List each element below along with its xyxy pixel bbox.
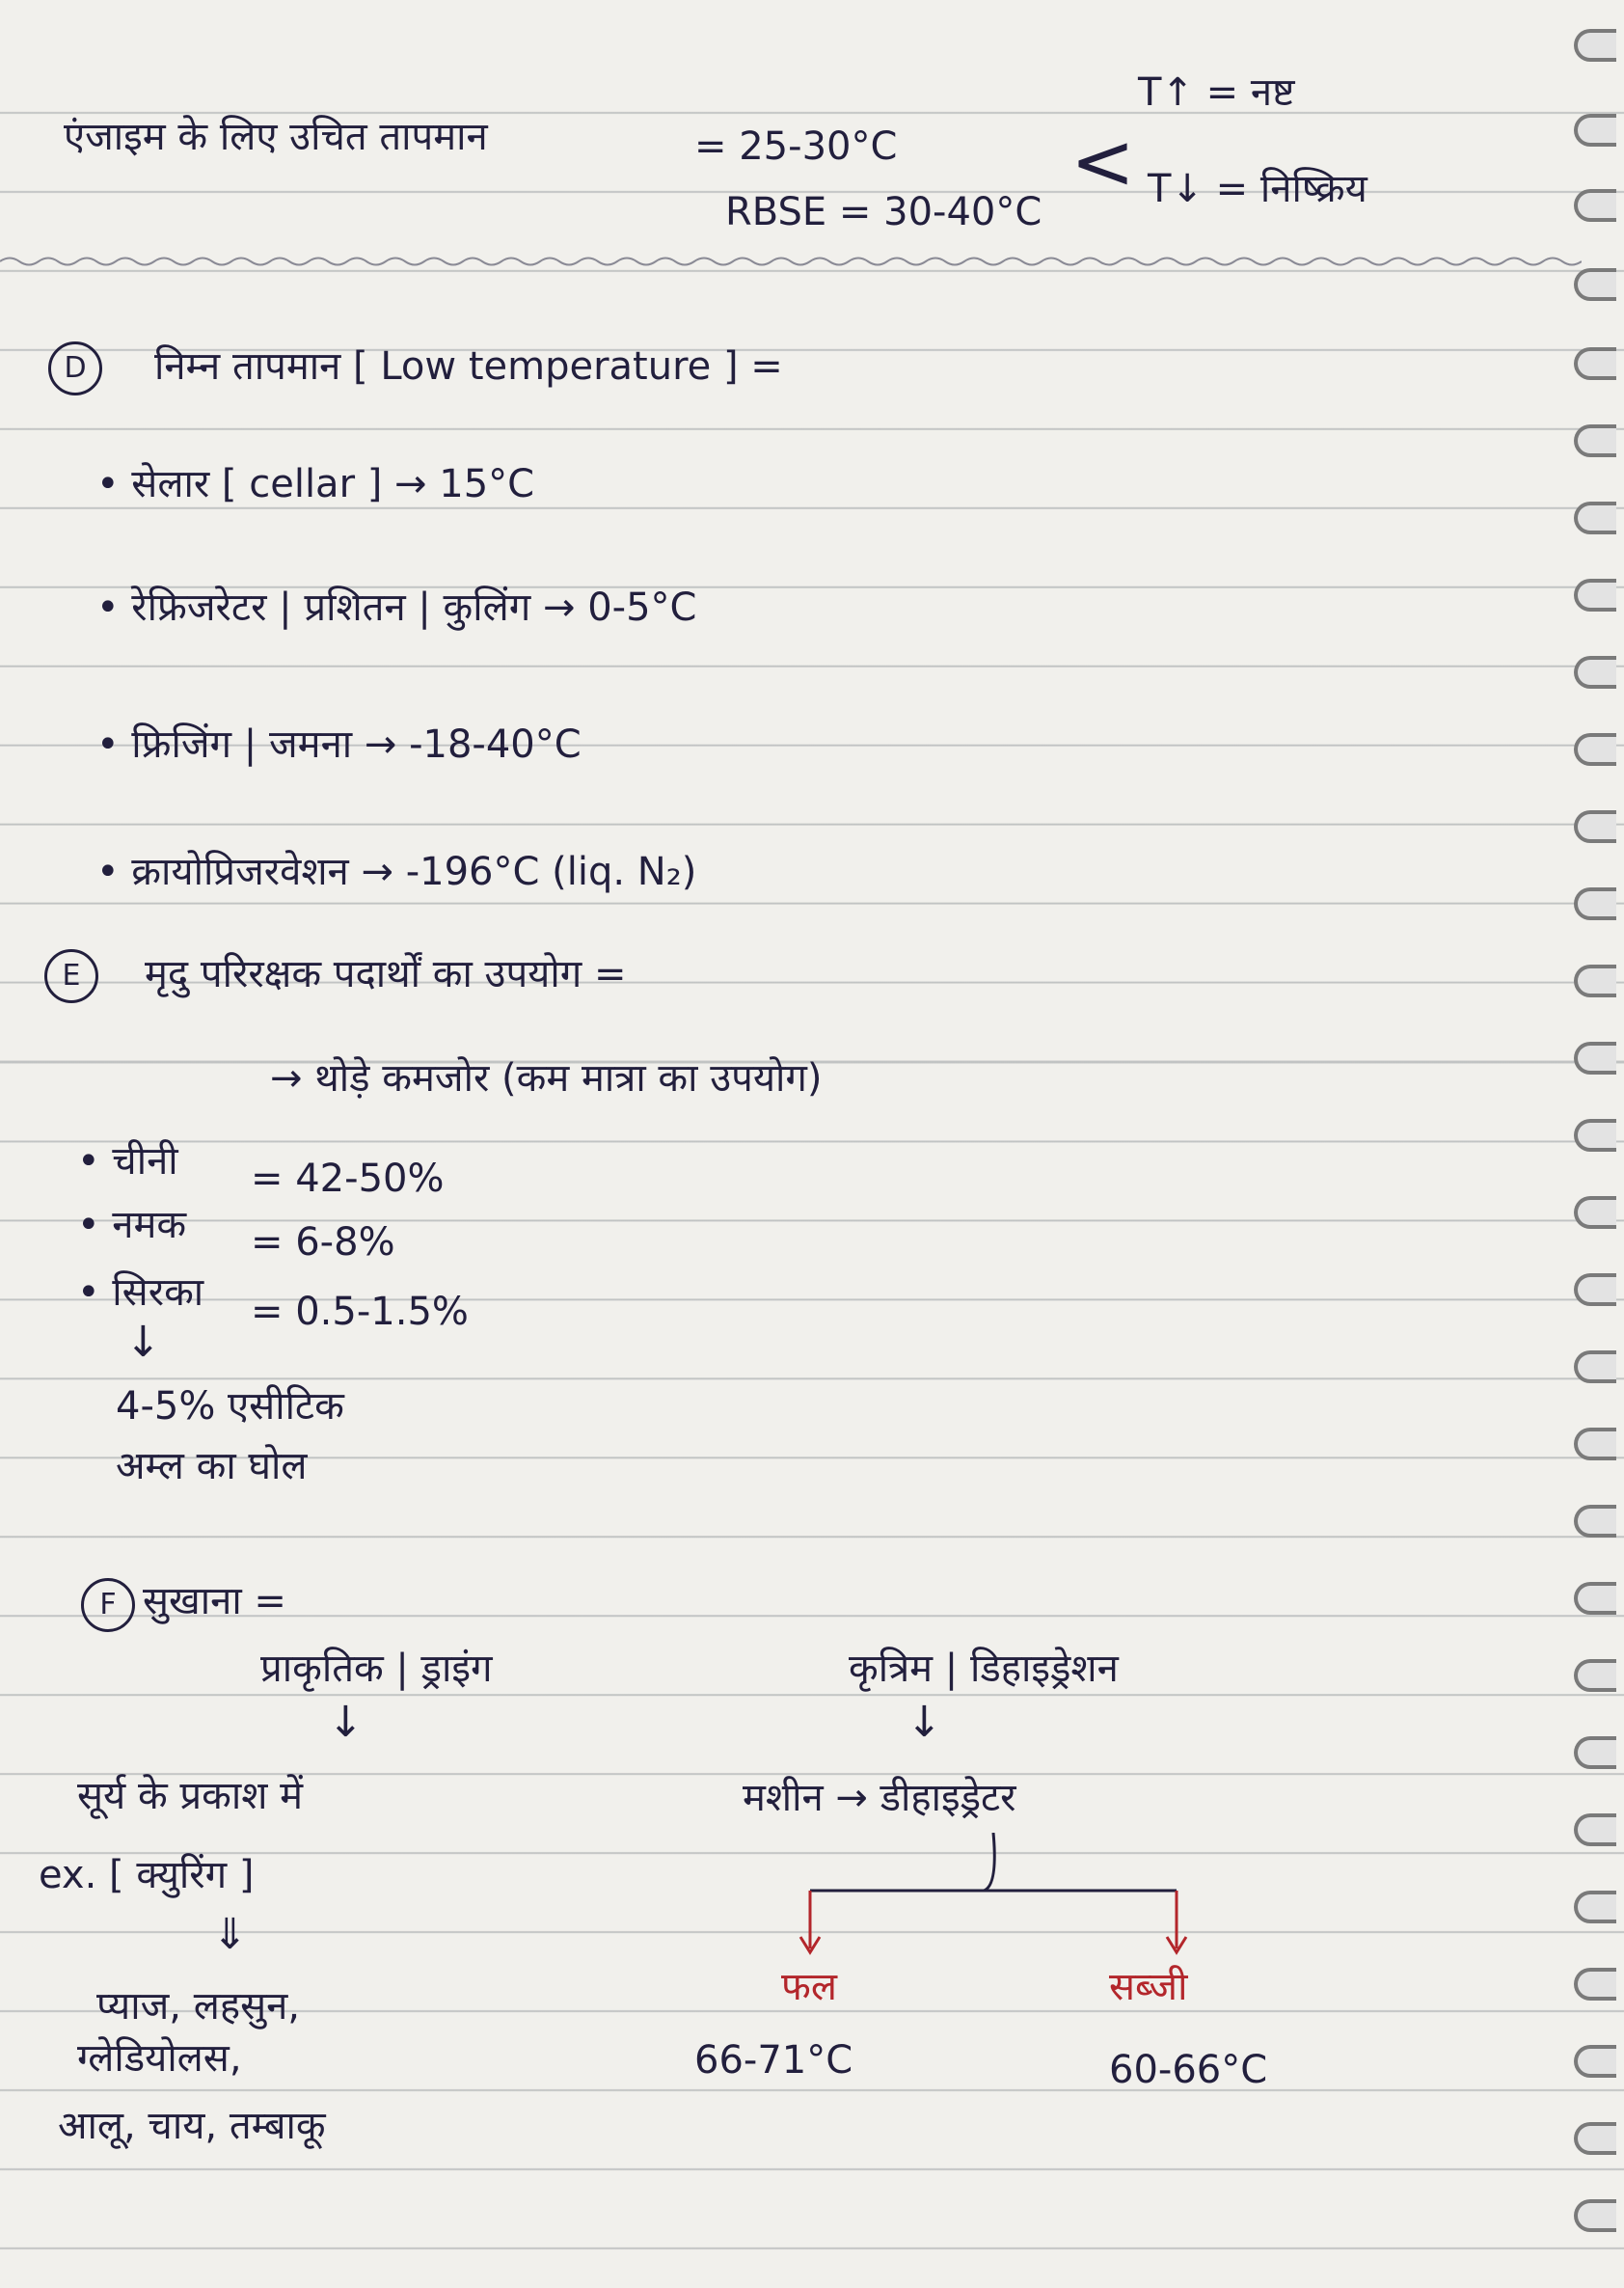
vegetable-label: सब्जी	[1109, 1965, 1188, 2009]
natural-drying-example: ex. [ क्युरिंग ]	[39, 1853, 255, 1897]
spiral-ring	[1574, 887, 1616, 920]
example-crops-line1: प्याज, लहसुन,	[96, 1984, 301, 2029]
spiral-ring	[1574, 114, 1616, 147]
preservative-value: = 6-8%	[251, 1220, 395, 1265]
natural-drying-desc: सूर्य के प्रकाश में	[77, 1774, 304, 1818]
spiral-ring	[1574, 1582, 1616, 1615]
spiral-ring	[1574, 733, 1616, 766]
spiral-ring	[1574, 1813, 1616, 1846]
branch-bracket-icon: <	[1070, 117, 1136, 206]
spiral-ring	[1574, 1659, 1616, 1692]
spiral-ring	[1574, 2199, 1616, 2232]
spiral-ring	[1574, 189, 1616, 222]
enzyme-temperature-label: एंजाइम के लिए उचित तापमान	[64, 115, 488, 159]
spiral-ring	[1574, 965, 1616, 997]
spiral-ring	[1574, 579, 1616, 612]
section-e-title: मृदु परिरक्षक पदार्थों का उपयोग =	[145, 952, 627, 996]
spiral-ring	[1574, 424, 1616, 457]
vinegar-note-line1: 4-5% एसीटिक	[116, 1384, 344, 1429]
spiral-ring	[1574, 1968, 1616, 2001]
branch-brace	[791, 1833, 1215, 1968]
spiral-ring	[1574, 1042, 1616, 1075]
temperature-high-result: T↑ = नष्ट	[1138, 70, 1295, 115]
section-d-title: निम्न तापमान [ Low temperature ] =	[154, 344, 783, 389]
arrow-down-icon: ↓	[125, 1318, 161, 1367]
list-item: • फ्रिजिंग | जमना → -18-40°C	[96, 722, 582, 767]
spiral-ring	[1574, 1428, 1616, 1460]
vinegar-note-line2: अम्ल का घोल	[116, 1444, 308, 1488]
arrow-down-icon: ↓	[328, 1698, 364, 1747]
enzyme-temperature-range: = 25-30°C	[694, 124, 898, 169]
spiral-ring	[1574, 1891, 1616, 1923]
artificial-drying-desc: मशीन → डीहाइड्रेटर	[743, 1776, 1016, 1820]
vegetable-temperature: 60-66°C	[1109, 2048, 1268, 2092]
artificial-drying-heading: कृत्रिम | डिहाइड्रेशन	[849, 1647, 1119, 1691]
natural-drying-heading: प्राकृतिक | ड्राइंग	[260, 1647, 493, 1691]
preservative-label: • नमक	[77, 1203, 187, 1247]
example-crops-line2: ग्लेडियोलस,	[77, 2036, 242, 2081]
fruit-label: फल	[781, 1965, 837, 2009]
spiral-ring	[1574, 810, 1616, 843]
spiral-ring	[1574, 2122, 1616, 2155]
list-item: • रेफ्रिजरेटर | प्रशितन | कुलिंग → 0-5°C	[96, 586, 697, 630]
section-marker-f: F	[81, 1578, 135, 1632]
arrow-down-icon: ↓	[907, 1698, 942, 1747]
preservative-value: = 42-50%	[251, 1157, 445, 1201]
preservative-label: • चीनी	[77, 1139, 178, 1184]
spiral-ring	[1574, 347, 1616, 380]
temperature-low-result: T↓ = निष्क्रिय	[1148, 167, 1367, 211]
spiral-ring	[1574, 268, 1616, 301]
section-marker-d: D	[48, 341, 102, 395]
spiral-ring	[1574, 2045, 1616, 2078]
preservative-value: = 0.5-1.5%	[251, 1290, 469, 1334]
spiral-ring	[1574, 1736, 1616, 1769]
double-arrow-down-icon: ⇓	[212, 1910, 248, 1959]
list-item: • क्रायोप्रिजरवेशन → -196°C (liq. N₂)	[96, 850, 697, 894]
example-crops-line3: आलू, चाय, तम्बाकू	[58, 2104, 326, 2148]
preservative-label: • सिरका	[77, 1270, 204, 1315]
section-e-note: → थोड़े कमजोर (कम मात्रा का उपयोग)	[270, 1056, 823, 1101]
rbse-temperature-range: RBSE = 30-40°C	[725, 190, 1042, 234]
section-f-title: सुखाना =	[143, 1579, 286, 1623]
section-marker-e: E	[44, 949, 98, 1003]
wavy-divider	[0, 255, 1582, 268]
list-item: • सेलार [ cellar ] → 15°C	[96, 462, 535, 506]
fruit-temperature: 66-71°C	[694, 2038, 853, 2083]
spiral-ring	[1574, 1505, 1616, 1538]
spiral-ring	[1574, 502, 1616, 534]
spiral-ring	[1574, 29, 1616, 62]
spiral-ring	[1574, 1273, 1616, 1306]
spiral-ring	[1574, 1119, 1616, 1152]
spiral-ring	[1574, 656, 1616, 689]
spiral-binding	[1580, 0, 1624, 2288]
spiral-ring	[1574, 1350, 1616, 1383]
spiral-ring	[1574, 1196, 1616, 1229]
